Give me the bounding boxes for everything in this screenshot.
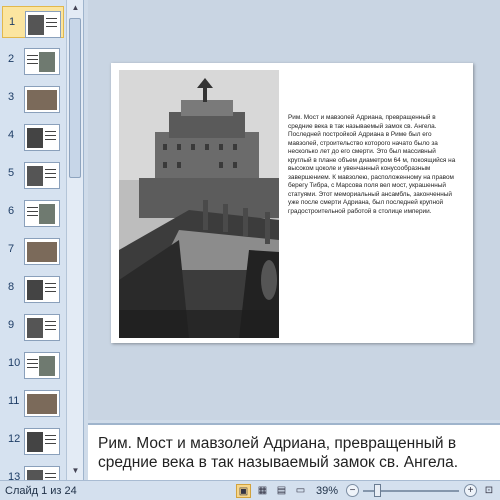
thumbnail-preview[interactable] xyxy=(25,11,61,38)
thumbnail-number: 7 xyxy=(8,243,15,255)
thumbnail-number: 11 xyxy=(8,395,20,407)
thumbnail-image xyxy=(39,204,55,224)
thumbnail-preview[interactable] xyxy=(24,86,60,113)
slide-thumbnail-pane[interactable] xyxy=(0,0,84,480)
thumbnail-1[interactable] xyxy=(2,6,64,38)
status-bar xyxy=(0,480,500,500)
thumbnail-3[interactable] xyxy=(0,82,66,114)
thumbnail-text-line xyxy=(45,283,56,284)
thumbnail-number: 5 xyxy=(8,167,15,179)
thumbnail-scrollbar[interactable] xyxy=(66,0,83,480)
thumbnail-10[interactable] xyxy=(0,348,66,380)
thumbnail-text-line xyxy=(45,173,56,174)
thumbnail-text-line xyxy=(27,363,38,364)
thumbnail-text-line xyxy=(27,215,38,216)
thumbnail-image xyxy=(27,394,57,414)
thumbnail-image xyxy=(27,90,57,110)
slide-body-text[interactable]: Рим. Мост и мавзолей Адриана, превращенный в средние века в так называемый замок св. Ангела. Последней постройкой Адриана в Риме был его мавзолей, строительство которого начато было за несколько лет до его смерти. Это был массивный круглый в плане объем диаметром 64 м, покоящийся на высоком цоколе и увенчанный конусообразным завершением. К мавзолею, расположенному на правом берегу Тибра, с Марсова поля вел мост, украшенный статуями. Этот мемориальный ансамбль, законченный уже после смерти Адриана, был последней крупной градостроительной работой в столице империи. xyxy=(288,114,456,215)
thumbnail-13[interactable] xyxy=(0,462,66,480)
reading-view-icon[interactable]: ▤ xyxy=(276,485,287,496)
thumbnail-number: 3 xyxy=(8,91,15,103)
thumbnail-number: 2 xyxy=(8,53,15,65)
thumbnail-text-line xyxy=(45,169,56,170)
thumbnail-text-line xyxy=(45,443,56,444)
thumbnail-12[interactable] xyxy=(0,424,66,456)
thumbnail-number: 6 xyxy=(8,205,15,217)
thumbnail-11[interactable] xyxy=(0,386,66,418)
thumbnail-image xyxy=(27,432,43,452)
thumbnail-text-line xyxy=(45,321,56,322)
thumbnail-image xyxy=(27,280,43,300)
thumbnail-number: 10 xyxy=(8,357,21,369)
thumbnail-image xyxy=(27,128,43,148)
thumbnail-text-line xyxy=(27,55,38,56)
thumbnail-text-line xyxy=(45,477,56,478)
thumbnail-number: 9 xyxy=(8,319,15,331)
thumbnail-number: 13 xyxy=(8,471,21,480)
thumbnail-image xyxy=(27,166,43,186)
thumbnail-text-line xyxy=(45,177,56,178)
thumbnail-4[interactable] xyxy=(0,120,66,152)
thumbnail-image xyxy=(39,356,55,376)
thumbnail-text-line xyxy=(27,359,38,360)
thumbnail-number: 8 xyxy=(8,281,15,293)
scrollbar-thumb[interactable] xyxy=(69,18,81,178)
thumbnail-text-line xyxy=(45,329,56,330)
thumbnail-preview[interactable] xyxy=(24,124,60,151)
thumbnail-text-line xyxy=(46,26,57,27)
thumbnail-preview[interactable] xyxy=(24,48,60,75)
thumbnail-text-line xyxy=(45,287,56,288)
thumbnail-image xyxy=(27,470,43,480)
thumbnail-6[interactable] xyxy=(0,196,66,228)
thumbnail-text-line xyxy=(45,325,56,326)
thumbnail-text-line xyxy=(45,291,56,292)
thumbnail-image xyxy=(28,15,44,35)
castel-sant-angelo-photo[interactable] xyxy=(119,70,279,338)
zoom-out-icon[interactable]: − xyxy=(346,484,359,497)
zoom-slider-thumb[interactable] xyxy=(374,484,381,497)
thumbnail-text-line xyxy=(27,207,38,208)
thumbnail-preview[interactable] xyxy=(24,200,60,227)
thumbnail-preview[interactable] xyxy=(24,314,60,341)
thumbnail-5[interactable] xyxy=(0,158,66,190)
notes-text[interactable]: Рим. Мост и мавзолей Адриана, превращенный в средние века в так называемый замок св. Ангела. xyxy=(98,435,459,471)
zoom-in-icon[interactable]: + xyxy=(464,484,477,497)
thumbnail-preview[interactable] xyxy=(24,466,60,480)
thumbnail-number: 12 xyxy=(8,433,21,445)
thumbnail-preview[interactable] xyxy=(24,238,60,265)
normal-view-icon[interactable]: ▣ xyxy=(236,484,251,498)
slideshow-icon[interactable]: ▭ xyxy=(295,485,306,496)
thumbnail-preview[interactable] xyxy=(24,352,60,379)
scroll-down-icon[interactable]: ▼ xyxy=(71,466,80,475)
zoom-level[interactable]: 39% xyxy=(316,485,339,497)
thumbnail-text-line xyxy=(27,63,38,64)
scroll-up-icon[interactable]: ▲ xyxy=(71,3,80,12)
thumbnail-text-line xyxy=(45,435,56,436)
thumbnail-preview[interactable] xyxy=(24,428,60,455)
slide-editing-area xyxy=(88,0,500,420)
thumbnail-8[interactable] xyxy=(0,272,66,304)
thumbnail-preview[interactable] xyxy=(24,276,60,303)
thumbnail-text-line xyxy=(27,59,38,60)
thumbnail-number: 1 xyxy=(9,16,16,28)
thumbnail-7[interactable] xyxy=(0,234,66,266)
notes-pane[interactable] xyxy=(88,423,500,480)
thumbnail-text-line xyxy=(27,211,38,212)
thumbnail-image xyxy=(27,318,43,338)
thumbnail-number: 4 xyxy=(8,129,15,141)
slide-indicator: Слайд 1 из 24 xyxy=(5,485,77,497)
fit-window-icon[interactable]: ⊡ xyxy=(484,485,494,496)
thumbnail-text-line xyxy=(27,367,38,368)
slide-sorter-icon[interactable]: ▦ xyxy=(257,485,268,496)
thumbnail-text-line xyxy=(46,22,57,23)
thumbnail-text-line xyxy=(45,131,56,132)
thumbnail-image xyxy=(39,52,55,72)
thumbnail-2[interactable] xyxy=(0,44,66,76)
thumbnail-preview[interactable] xyxy=(24,390,60,417)
thumbnail-9[interactable] xyxy=(0,310,66,342)
thumbnail-text-line xyxy=(45,139,56,140)
photo-drawing xyxy=(119,70,279,338)
thumbnail-text-line xyxy=(45,473,56,474)
thumbnail-text-line xyxy=(45,439,56,440)
thumbnail-text-line xyxy=(45,135,56,136)
thumbnail-preview[interactable] xyxy=(24,162,60,189)
thumbnail-text-line xyxy=(46,18,57,19)
thumbnail-image xyxy=(27,242,57,262)
current-slide[interactable] xyxy=(111,63,473,343)
